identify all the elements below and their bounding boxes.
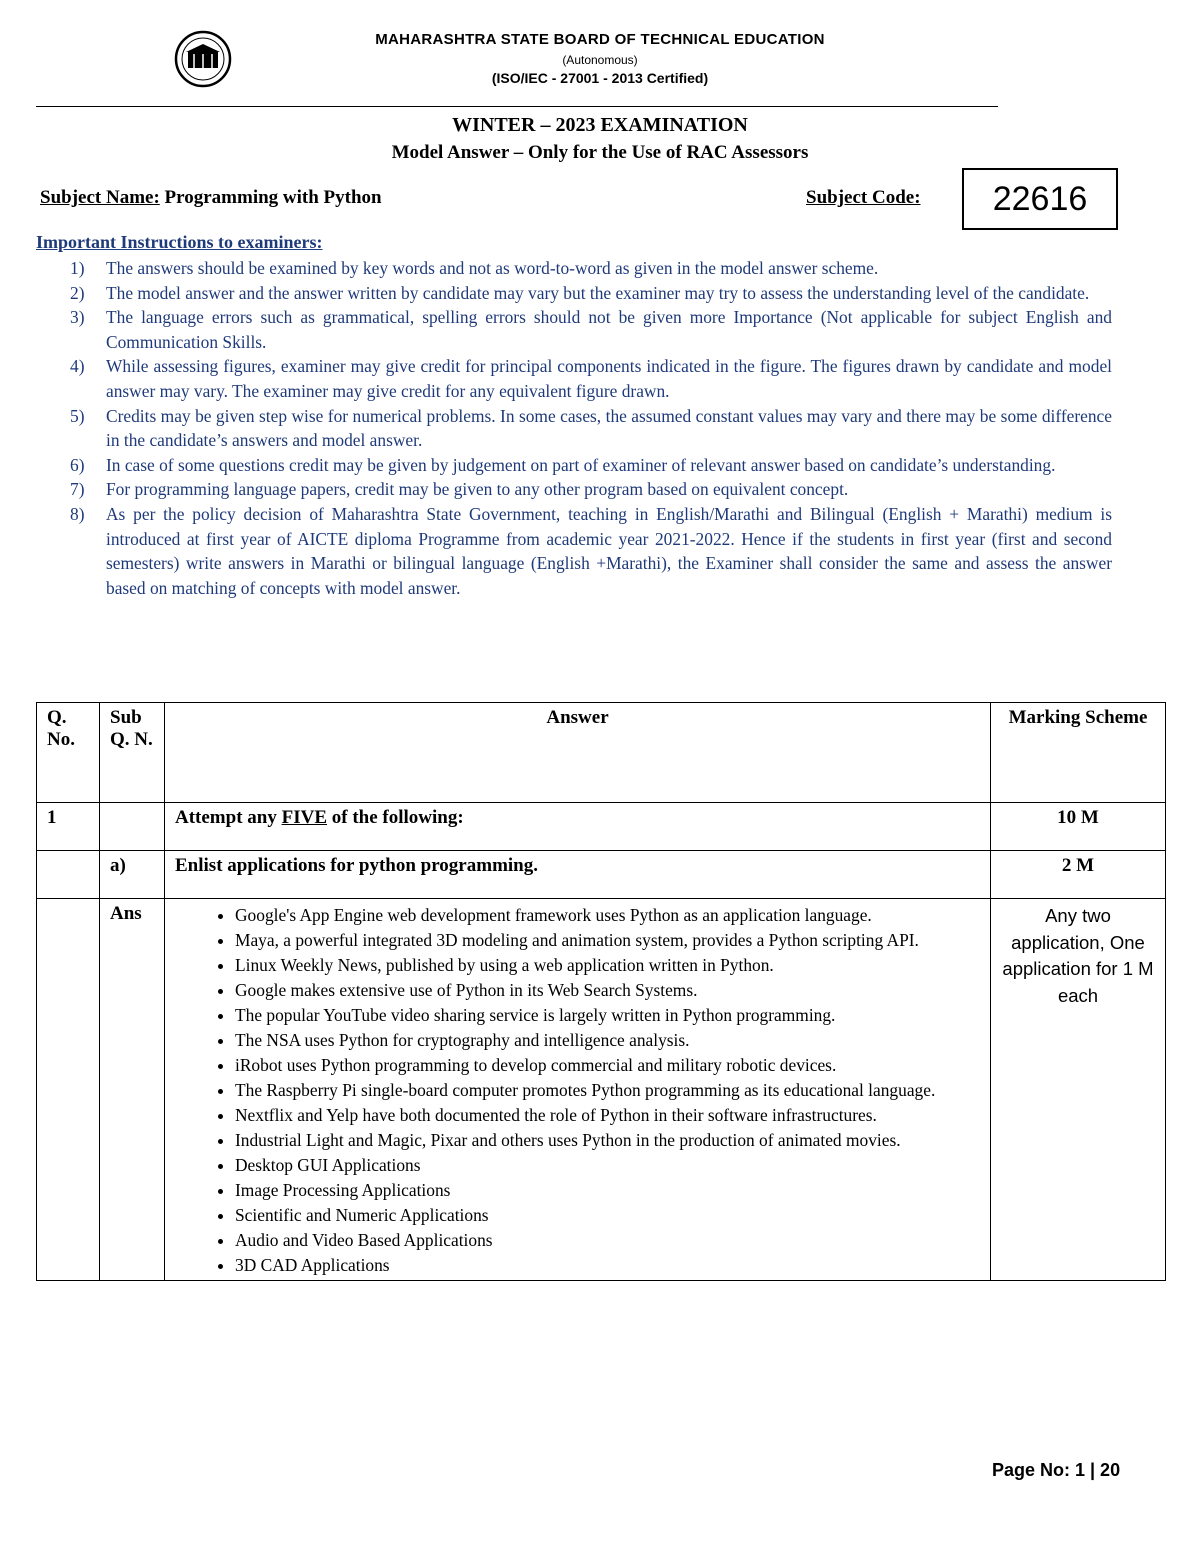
- subject-code-label: Subject Code:: [806, 187, 921, 208]
- list-item: • Maya, a powerful integrated 3D modeling and animation system, provides a Python scripting API.: [235, 928, 980, 953]
- sub-question-text: Enlist applications for python programming.: [165, 851, 991, 899]
- header-divider: [36, 106, 998, 107]
- list-item: • iRobot uses Python programming to develop commercial and military robotic devices.: [235, 1053, 980, 1078]
- sub-question-marks: 2 M: [991, 851, 1166, 899]
- col-header-marking: Marking Scheme: [991, 703, 1166, 803]
- autonomous-label: (Autonomous): [562, 53, 638, 67]
- instruction-item: 3) The language errors such as grammatical, spelling errors should not be given more Importance (Not applicable for subject English and Communication Skills.: [70, 307, 1112, 352]
- question-instruction: Attempt any FIVE of the following:: [165, 803, 991, 851]
- sub-question-label: a): [100, 851, 165, 899]
- list-item: • The Raspberry Pi single-board computer promotes Python programming as its educational language.: [235, 1078, 980, 1103]
- list-item: • Nextflix and Yelp have both documented the role of Python in their software infrastructures.: [235, 1103, 980, 1128]
- table-header-row: [37, 703, 1166, 803]
- instructions-list: [36, 256, 1112, 600]
- col-header-sub-q: Sub Q. N.: [100, 703, 165, 803]
- instruction-item: 2) The model answer and the answer written by candidate may vary but the examiner may try to assess the understanding level of the candidate.: [70, 282, 1090, 303]
- iso-certification: (ISO/IEC - 27001 - 2013 Certified): [491, 70, 709, 86]
- instruction-item: 8) As per the policy decision of Maharashtra State Government, teaching in English/Marathi and Bilingual (English + Marathi) medium is introduced at first year of AICTE diploma Programme from academic year 2021-2022. Hence if the students in first year (first and second semesters) write answers in Marathi or bilingual language (English +Marathi), the Examiner shall consider the same and assess the answer based on matching of concepts with model answer.: [70, 503, 1112, 598]
- exam-subtitle: Model Answer – Only for the Use of RAC Assessors: [391, 142, 809, 163]
- col-header-answer: Answer: [165, 703, 991, 803]
- list-item: • The popular YouTube video sharing service is largely written in Python programming.: [235, 1003, 980, 1028]
- list-item: • Image Processing Applications: [235, 1178, 980, 1203]
- instruction-item: 4) While assessing figures, examiner may give credit for principal components indicated in the figure. The figures drawn by candidate and model answer may vary. The examiner may give credit for any equivalent figure drawn.: [70, 356, 1112, 401]
- subject-name-row: [40, 187, 382, 209]
- instruction-item: 1) The answers should be examined by key words and not as word-to-word as given in the model answer scheme.: [70, 258, 879, 278]
- instruction-item: 6) In case of some questions credit may be given by judgement on part of examiner of relevant answer based on candidate’s understanding.: [70, 454, 1056, 475]
- list-item: • The NSA uses Python for cryptography and intelligence analysis.: [235, 1028, 980, 1053]
- answer-label: Ans: [100, 899, 165, 1281]
- list-item: • Industrial Light and Magic, Pixar and others uses Python in the production of animated movies.: [235, 1128, 980, 1153]
- list-item: • Desktop GUI Applications: [235, 1153, 980, 1178]
- board-name: MAHARASHTRA STATE BOARD OF TECHNICAL EDUCATION: [375, 31, 825, 48]
- list-item: • Linux Weekly News, published by using a web application written in Python.: [235, 953, 980, 978]
- subject-name-value: Programming with Python: [164, 187, 382, 208]
- page-number: Page No: 1 | 20: [992, 1460, 1121, 1480]
- question-number: 1: [37, 803, 100, 851]
- subject-name-label: Subject Name:: [40, 187, 160, 208]
- subject-code-value: 22616: [962, 168, 1118, 230]
- answer-table: [36, 702, 1166, 1281]
- applications-list: [165, 903, 980, 1278]
- instruction-item: 5) Credits may be given step wise for numerical problems. In some cases, the assumed constant values may vary and there may be some difference in the candidate’s answers and model answer.: [70, 405, 1112, 451]
- table-row: [37, 851, 1166, 899]
- instructions-title: Important Instructions to examiners:: [36, 232, 323, 252]
- list-item: • Scientific and Numeric Applications: [235, 1203, 980, 1228]
- list-item: • Google's App Engine web development framework uses Python as an application language.: [235, 903, 980, 928]
- instruction-item: 7) For programming language papers, credit may be given to any other program based on equivalent concept.: [70, 479, 849, 500]
- list-item: • Audio and Video Based Applications: [235, 1228, 980, 1253]
- exam-title: WINTER – 2023 EXAMINATION: [452, 114, 748, 136]
- list-item: • 3D CAD Applications: [235, 1253, 980, 1278]
- table-row: [37, 899, 1166, 1281]
- question-marks: 10 M: [991, 803, 1166, 851]
- table-row: [37, 803, 1166, 851]
- col-header-q-no: Q. No.: [37, 703, 100, 803]
- list-item: • Google makes extensive use of Python in its Web Search Systems.: [235, 978, 980, 1003]
- marking-scheme-note: Any two application, One application for 1 M each: [1002, 905, 1154, 1006]
- answer-content: [165, 899, 991, 1281]
